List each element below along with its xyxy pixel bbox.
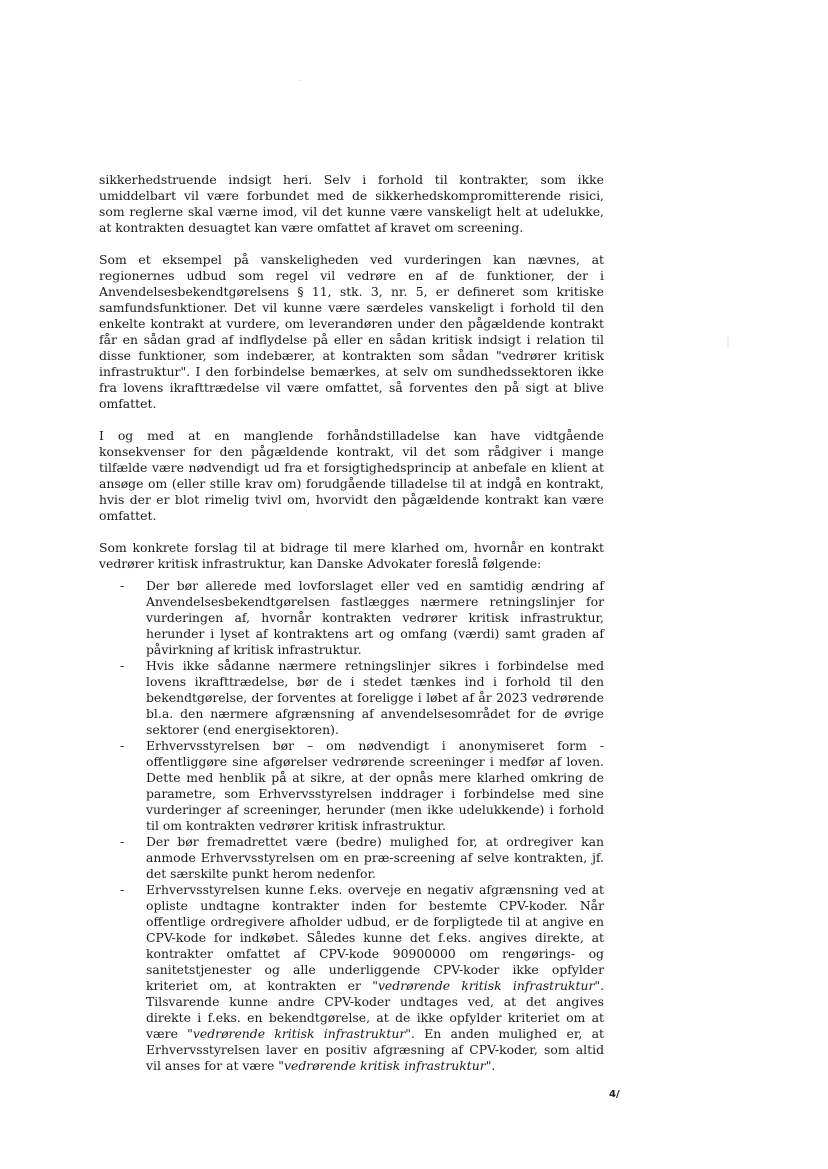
list-item bbox=[99, 834, 604, 882]
bullet-dash: - bbox=[120, 658, 125, 673]
emphasis: vedrørende kritisk infrastruktur bbox=[283, 1058, 486, 1073]
bullet-dash: - bbox=[120, 738, 125, 753]
paragraph: sikkerhedstruende indsigt heri. Selv i forhold til kontrakter, som ikke umiddelbart vil være forbundet med de sikkerhedskompromitterende risici, som reglerne skal værne imod, vil det kunne være vanskeligt helt at udelukke, at kontrakten desuagtet kan være omfattet af kravet om screening. bbox=[99, 172, 604, 235]
text-run: ". En anden mulighed er, at Erhvervsstyrelsen laver en positiv afgræsning af CPV-koder, som altid vil anses for at være " bbox=[146, 1026, 604, 1073]
list-item-text: Der bør allerede med lovforslaget eller ved en samtidig ændring af Anvendelsesbekendtgørelsen fastlægges nærmere retningslinjer for vurderingen af, hvornår kontrakten vedrører kritisk infrastruktur, herunder i lyset af kontraktens art og omfang (værdi) samt graden af påvirkning af kritisk infrastruktur. bbox=[146, 578, 604, 657]
proposal-list bbox=[99, 578, 604, 1074]
list-item bbox=[99, 658, 604, 738]
paragraph: I og med at en manglende forhåndstilladelse kan have vidtgående konsekvenser for den pågældende kontrakt, vil det som rådgiver i mange tilfælde være nødvendigt ud fra et forsigtighedsprincip at anbefale en klient at ansøge om (eller stille krav om) forudgående tilladelse til at indgå en kontrakt, hvis der er blot rimelig tvivl om, hvorvidt den pågældende kontrakt kan være omfattet. bbox=[99, 428, 604, 523]
emphasis: vedrørende kritisk infrastruktur bbox=[192, 1026, 406, 1041]
list-item bbox=[99, 738, 604, 834]
bullet-dash: - bbox=[120, 578, 125, 593]
bullet-dash: - bbox=[120, 834, 125, 849]
paragraph: Som et eksempel på vanskeligheden ved vurderingen kan nævnes, at regionernes udbud som regel vil vedrøre en af de funktioner, der i Anvendelsesbekendtgørelsens § 11, stk. 3, nr. 5, er defineret som kritiske samfundsfunktioner. Det vil kunne være særdeles vanskeligt i forhold til den enkelte kontrakt at vurdere, om leverandøren under den pågældende kontrakt får en sådan grad af indflydelse på eller en sådan kritisk indsigt i relation til disse funktioner, som indebærer, at kontrakten som sådan "vedrører kritisk infrastruktur". I den forbindelse bemærkes, at selv om sundhedssektoren ikke fra lovens ikrafttrædelse vil være omfattet, så forventes den på sigt at blive omfattet. bbox=[99, 252, 604, 411]
list-item-text: Hvis ikke sådanne nærmere retningslinjer sikres i forbindelse med lovens ikrafttrædelse, bør de i stedet tænkes ind i forhold til den bekendtgørelse, der forventes at foreligge i løbet af år 2023 vedrørende bl.a. den nærmere afgrænsning af anvendelsesområdet for de øvrige sektorer (end energisektoren). bbox=[146, 658, 604, 737]
bullet-dash: - bbox=[120, 882, 125, 897]
scan-mark bbox=[727, 337, 729, 347]
paragraph: Som konkrete forslag til at bidrage til mere klarhed om, hvornår en kontrakt vedrører kritisk infrastruktur, kan Danske Advokater foreslå følgende: bbox=[99, 540, 604, 571]
list-item bbox=[99, 578, 604, 658]
page-number: 4/ bbox=[609, 1089, 620, 1100]
list-item bbox=[99, 882, 604, 1074]
text-run: Erhvervsstyrelsen kunne f.eks. overveje en negativ afgrænsning ved at opliste undtagne kontrakter inden for bestemte CPV-koder. Når offentlige ordregivere afholder udbud, er de forpligtede til at angive en CPV-kode for indkøbet. Således kunne det f.eks. angives direkte, at kontrakter omfattet af CPV-kode 90900000 om rengørings- og sanitetstjenester og alle underliggende CPV-koder ikke opfylder kriteriet om, at kontrakten er " bbox=[146, 882, 604, 993]
document-body bbox=[99, 172, 604, 1074]
list-item-text bbox=[146, 882, 604, 1073]
text-run: ". bbox=[485, 1058, 496, 1073]
list-item-text: Der bør fremadrettet være (bedre) mulighed for, at ordregiver kan anmode Erhvervsstyrelsen om en præ-screening af selve kontrakten, jf. det særskilte punkt herom nedenfor. bbox=[146, 834, 604, 881]
text-run: ". Tilsvarende kunne andre CPV-koder undtages ved, at det angives direkte i f.eks. en bekendtgørelse, at de ikke opfylder kriteriet om at være " bbox=[146, 978, 605, 1041]
list-item-text: Erhvervsstyrelsen bør – om nødvendigt i anonymiseret form - offentliggøre sine afgørelser vedrørende screeninger i medfør af loven. Dette med henblik på at sikre, at der opnås mere klarhed omkring de parametre, som Erhvervsstyrelsen inddrager i forbindelse med sine vurderinger af screeninger, herunder (men ikke udelukkende) i forhold til om kontrakten vedrører kritisk infrastruktur. bbox=[146, 738, 604, 833]
emphasis: vedrørende kritisk infrastruktur bbox=[377, 978, 595, 993]
scan-mark bbox=[298, 80, 301, 81]
